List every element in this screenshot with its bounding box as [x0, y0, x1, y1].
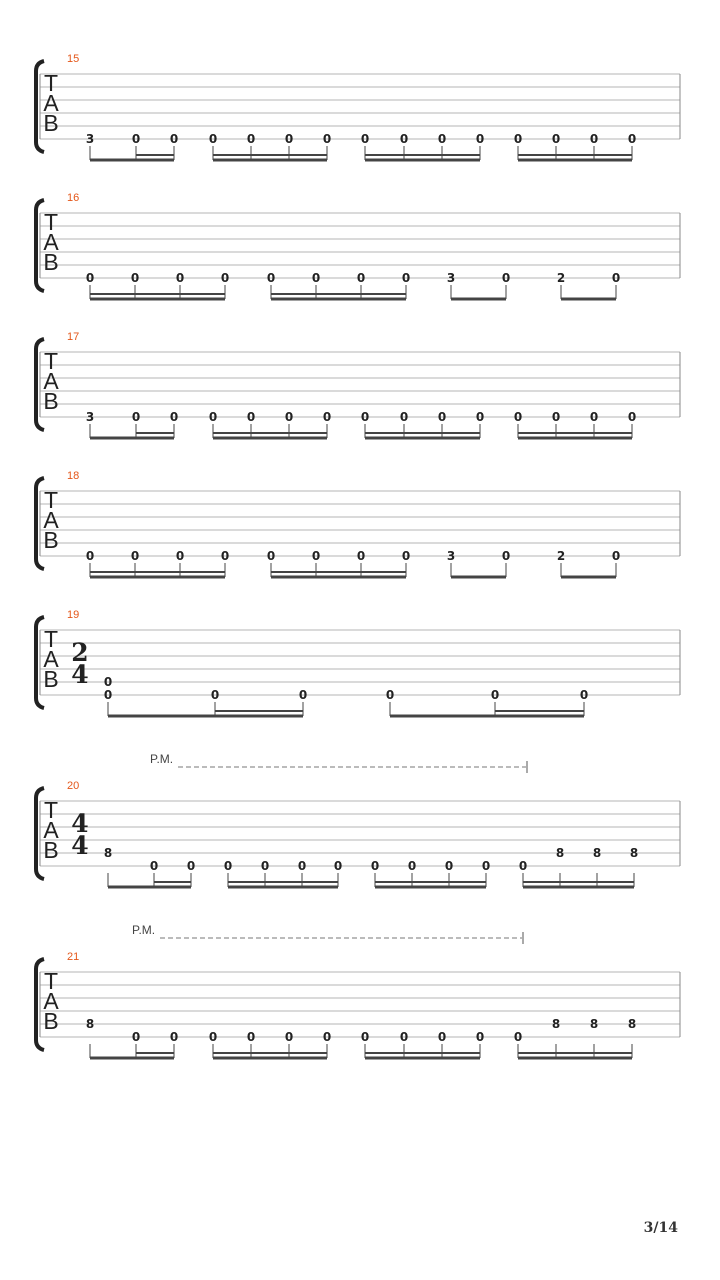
fret-number: 0 [322, 410, 332, 424]
fret-number: 0 [401, 549, 411, 563]
measure-number: 15 [67, 53, 80, 65]
tab-clef-letter: A [43, 507, 59, 533]
fret-number: 0 [370, 859, 380, 873]
fret-number: 0 [103, 688, 113, 702]
fret-number: 0 [579, 688, 589, 702]
page-number: 3/14 [643, 1220, 678, 1236]
fret-number: 0 [360, 132, 370, 146]
fret-number: 0 [501, 549, 511, 563]
fret-number: 0 [475, 132, 485, 146]
fret-number: 0 [103, 675, 113, 689]
fret-number: 0 [223, 859, 233, 873]
fret-number: 0 [551, 132, 561, 146]
tab-clef-letter: B [43, 527, 59, 553]
fret-number: 0 [589, 410, 599, 424]
fret-number: 0 [131, 410, 141, 424]
fret-number: 0 [284, 132, 294, 146]
tab-clef-letter: A [43, 229, 59, 255]
tab-clef-letter: T [43, 626, 59, 652]
fret-number: 0 [333, 859, 343, 873]
tab-clef-letter: T [43, 70, 59, 96]
fret-number: 0 [322, 132, 332, 146]
fret-number: 0 [611, 549, 621, 563]
measure-number: 18 [67, 470, 80, 482]
tab-clef-letter: T [43, 968, 59, 994]
fret-number: 0 [266, 271, 276, 285]
fret-number: 0 [322, 1030, 332, 1044]
fret-number: 0 [130, 271, 140, 285]
fret-number: 0 [513, 410, 523, 424]
tab-clef-letter: B [43, 837, 59, 863]
fret-number: 0 [360, 1030, 370, 1044]
fret-number: 0 [246, 132, 256, 146]
fret-number: 0 [360, 410, 370, 424]
fret-number: 0 [475, 1030, 485, 1044]
fret-number: 0 [513, 132, 523, 146]
measure-number: 20 [67, 780, 80, 792]
fret-number: 0 [356, 271, 366, 285]
fret-number: 0 [611, 271, 621, 285]
measure-number: 21 [67, 951, 80, 963]
fret-number: 0 [175, 549, 185, 563]
tab-clef-letter: T [43, 209, 59, 235]
time-signature-top: 4 [71, 809, 89, 838]
fret-number: 0 [266, 549, 276, 563]
fret-number: 8 [629, 846, 639, 860]
fret-number: 0 [175, 271, 185, 285]
fret-number: 0 [284, 410, 294, 424]
fret-number: 0 [437, 132, 447, 146]
time-signature-bottom: 4 [71, 660, 89, 689]
palm-mute-label: P.M. [132, 923, 156, 937]
fret-number: 3 [85, 132, 95, 146]
fret-number: 8 [85, 1017, 95, 1031]
fret-number: 0 [260, 859, 270, 873]
fret-number: 0 [490, 688, 500, 702]
tab-clef-letter: B [43, 249, 59, 275]
fret-number: 0 [627, 410, 637, 424]
fret-number: 0 [311, 271, 321, 285]
fret-number: 0 [311, 549, 321, 563]
fret-number: 0 [399, 410, 409, 424]
fret-number: 0 [513, 1030, 523, 1044]
fret-number: 0 [131, 132, 141, 146]
fret-number: 8 [103, 846, 113, 860]
fret-number: 0 [85, 271, 95, 285]
fret-number: 0 [186, 859, 196, 873]
fret-number: 0 [208, 410, 218, 424]
fret-number: 0 [501, 271, 511, 285]
fret-number: 3 [85, 410, 95, 424]
tab-clef-letter: A [43, 90, 59, 116]
time-signature-bottom: 4 [71, 831, 89, 860]
fret-number: 0 [401, 271, 411, 285]
fret-number: 0 [149, 859, 159, 873]
fret-number: 0 [589, 132, 599, 146]
fret-number: 0 [169, 410, 179, 424]
fret-number: 0 [444, 859, 454, 873]
fret-number: 0 [551, 410, 561, 424]
fret-number: 0 [407, 859, 417, 873]
tab-clef-letter: B [43, 110, 59, 136]
fret-number: 3 [446, 271, 456, 285]
fret-number: 0 [475, 410, 485, 424]
measure-number: 16 [67, 192, 80, 204]
fret-number: 0 [208, 132, 218, 146]
fret-number: 0 [246, 1030, 256, 1044]
fret-number: 0 [297, 859, 307, 873]
fret-number: 8 [555, 846, 565, 860]
fret-number: 0 [208, 1030, 218, 1044]
fret-number: 8 [589, 1017, 599, 1031]
fret-number: 0 [627, 132, 637, 146]
fret-number: 0 [385, 688, 395, 702]
fret-number: 0 [220, 549, 230, 563]
tab-clef-letter: T [43, 348, 59, 374]
fret-number: 3 [446, 549, 456, 563]
fret-number: 0 [130, 549, 140, 563]
tab-clef-letter: A [43, 988, 59, 1014]
tab-clef-letter: B [43, 666, 59, 692]
tab-clef-letter: B [43, 1008, 59, 1034]
fret-number: 0 [399, 132, 409, 146]
fret-number: 0 [298, 688, 308, 702]
fret-number: 0 [246, 410, 256, 424]
fret-number: 0 [169, 1030, 179, 1044]
fret-number: 0 [437, 1030, 447, 1044]
fret-number: 8 [627, 1017, 637, 1031]
fret-number: 0 [210, 688, 220, 702]
tab-clef-letter: A [43, 368, 59, 394]
fret-number: 0 [220, 271, 230, 285]
fret-number: 0 [284, 1030, 294, 1044]
tab-clef-letter: A [43, 646, 59, 672]
tab-clef-letter: T [43, 487, 59, 513]
time-signature-top: 2 [71, 638, 89, 667]
palm-mute-label: P.M. [150, 752, 174, 766]
fret-number: 0 [131, 1030, 141, 1044]
fret-number: 0 [481, 859, 491, 873]
fret-number: 0 [169, 132, 179, 146]
measure-number: 17 [67, 331, 80, 343]
measure-number: 19 [67, 609, 80, 621]
fret-number: 8 [551, 1017, 561, 1031]
tab-clef-letter: T [43, 797, 59, 823]
fret-number: 2 [556, 549, 566, 563]
fret-number: 8 [592, 846, 602, 860]
tab-clef-letter: B [43, 388, 59, 414]
fret-number: 0 [399, 1030, 409, 1044]
fret-number: 0 [437, 410, 447, 424]
fret-number: 0 [85, 549, 95, 563]
tab-clef-letter: A [43, 817, 59, 843]
fret-number: 0 [518, 859, 528, 873]
fret-number: 2 [556, 271, 566, 285]
fret-number: 0 [356, 549, 366, 563]
